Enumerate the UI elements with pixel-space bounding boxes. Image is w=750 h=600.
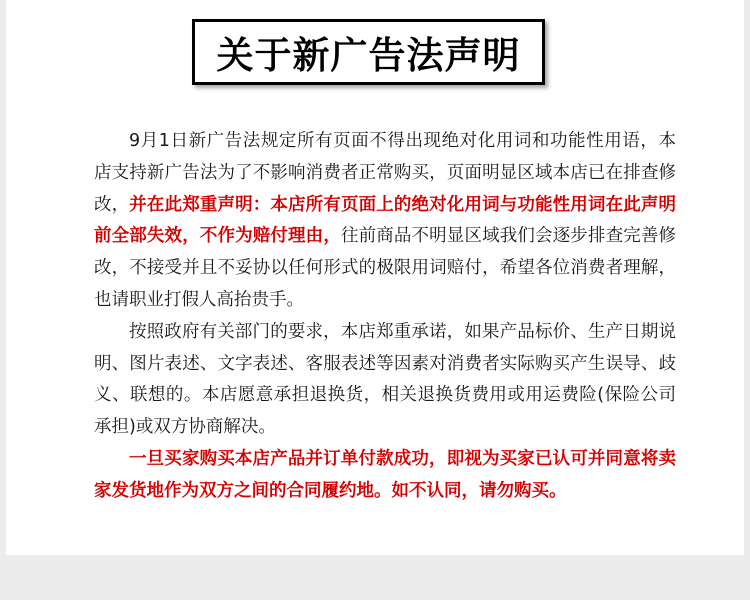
ad-law-intro-text: 9月1日新广告法规定所有页面不得出现绝对化用词和功能性用语，本店支持新广告法为了不影响消费者正常购买，页面明显区域本店已在排查修改， — [94, 131, 676, 215]
paragraph-commitment — [94, 317, 676, 444]
contract-place-text: 一旦买家购买本店产品并订单付款成功，即视为买家已认可并同意将卖家发货地作为双方之间的合同履约地。如不认同，请勿购买。 — [94, 448, 676, 501]
commitment-text: 按照政府有关部门的要求，本店郑重承诺，如果产品标价、生产日期说明、图片表述、文字表述、客服表述等因素对消费者实际购买产生误导、歧义、联想的。本店愿意承担退换货，相关退换货费用或用运费险(保险公司承担)或双方协商解决。 — [94, 321, 676, 438]
ad-law-rest-text: 往前商品不明显区域我们会逐步排查完善修改，不接受并且不妥协以任何形式的极限用词赔付，希望各位消费者理解，也请职业打假人高抬贵手。 — [94, 226, 676, 310]
disclaimer-highlight-text: 并在此郑重声明：本店所有页面上的绝对化用词与功能性用词在此声明前全部失效，不作为赔付理由， — [94, 194, 676, 247]
page-title: 关于新广告法声明 — [216, 34, 521, 77]
title-box — [192, 19, 545, 85]
notice-card — [6, 0, 744, 555]
notice-body — [94, 126, 676, 508]
paragraph-contract-place — [94, 444, 676, 508]
paragraph-ad-law — [94, 126, 676, 317]
